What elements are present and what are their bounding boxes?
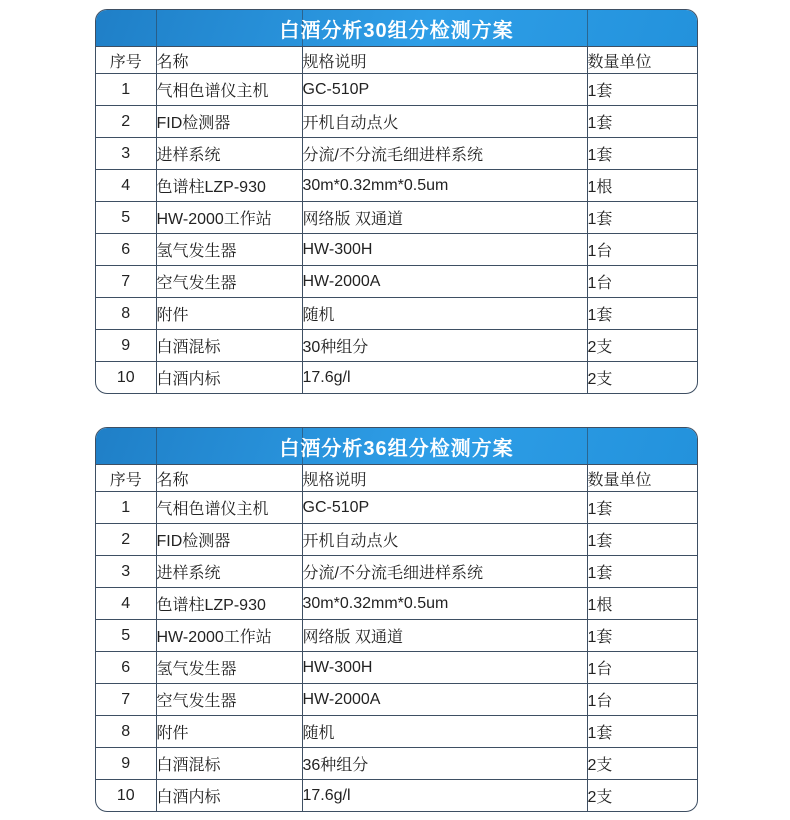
cell-spec: GC-510P bbox=[302, 492, 587, 524]
cell-qty: 2支 bbox=[587, 362, 697, 394]
cell-spec: 开机自动点火 bbox=[302, 106, 587, 138]
cell-spec: HW-300H bbox=[302, 652, 587, 684]
cell-index: 1 bbox=[96, 74, 156, 106]
column-header-qty: 数量单位 bbox=[587, 465, 697, 492]
column-header-qty: 数量单位 bbox=[587, 47, 697, 74]
table-row bbox=[96, 138, 697, 170]
cell-name: FID检测器 bbox=[156, 106, 302, 138]
cell-spec: 随机 bbox=[302, 298, 587, 330]
cell-name: 色谱柱LZP-930 bbox=[156, 170, 302, 202]
cell-qty: 1根 bbox=[587, 170, 697, 202]
cell-spec: 网络版 双通道 bbox=[302, 620, 587, 652]
table-row bbox=[96, 202, 697, 234]
cell-qty: 1套 bbox=[587, 74, 697, 106]
table-row bbox=[96, 588, 697, 620]
plan-table-30 bbox=[95, 9, 698, 394]
table-row bbox=[96, 748, 697, 780]
cell-spec: GC-510P bbox=[302, 74, 587, 106]
header-row bbox=[96, 47, 697, 74]
cell-qty: 1台 bbox=[587, 684, 697, 716]
cell-name: HW-2000工作站 bbox=[156, 202, 302, 234]
table-row bbox=[96, 74, 697, 106]
column-header-index: 序号 bbox=[109, 53, 142, 71]
column-header-name: 名称 bbox=[156, 47, 302, 74]
header-row bbox=[96, 465, 697, 492]
cell-qty: 1套 bbox=[587, 138, 697, 170]
cell-name: FID检测器 bbox=[156, 524, 302, 556]
cell-spec: 开机自动点火 bbox=[302, 524, 587, 556]
cell-name: 色谱柱LZP-930 bbox=[156, 588, 302, 620]
cell-name: 白酒内标 bbox=[156, 362, 302, 394]
spec-table bbox=[96, 465, 697, 811]
cell-name: 空气发生器 bbox=[156, 266, 302, 298]
cell-qty: 1根 bbox=[587, 588, 697, 620]
cell-qty: 1套 bbox=[587, 620, 697, 652]
column-header-spec: 规格说明 bbox=[302, 47, 587, 74]
table-row bbox=[96, 234, 697, 266]
cell-spec: 30种组分 bbox=[302, 330, 587, 362]
table-row bbox=[96, 298, 697, 330]
plan-table-36 bbox=[95, 427, 698, 812]
cell-spec: 17.6g/l bbox=[302, 780, 587, 812]
cell-index: 3 bbox=[96, 138, 156, 170]
cell-qty: 1套 bbox=[587, 106, 697, 138]
table-row bbox=[96, 330, 697, 362]
cell-qty: 1套 bbox=[587, 716, 697, 748]
cell-spec: 随机 bbox=[302, 716, 587, 748]
cell-index: 4 bbox=[96, 588, 156, 620]
cell-index: 9 bbox=[96, 330, 156, 362]
cell-spec: 网络版 双通道 bbox=[302, 202, 587, 234]
cell-name: 氢气发生器 bbox=[156, 234, 302, 266]
cell-name: 气相色谱仪主机 bbox=[156, 74, 302, 106]
cell-qty: 1套 bbox=[587, 298, 697, 330]
cell-qty: 1套 bbox=[587, 202, 697, 234]
table-row bbox=[96, 524, 697, 556]
cell-index: 5 bbox=[96, 202, 156, 234]
cell-qty: 1台 bbox=[587, 234, 697, 266]
column-header-name: 名称 bbox=[156, 465, 302, 492]
table-row bbox=[96, 716, 697, 748]
cell-index: 1 bbox=[96, 492, 156, 524]
cell-index: 8 bbox=[96, 716, 156, 748]
cell-index: 10 bbox=[96, 780, 156, 812]
cell-name: 氢气发生器 bbox=[156, 652, 302, 684]
cell-name: 附件 bbox=[156, 716, 302, 748]
cell-name: HW-2000工作站 bbox=[156, 620, 302, 652]
table-row bbox=[96, 652, 697, 684]
table-row bbox=[96, 362, 697, 394]
cell-qty: 1套 bbox=[587, 524, 697, 556]
cell-qty: 1套 bbox=[587, 492, 697, 524]
table-row bbox=[96, 556, 697, 588]
cell-index: 6 bbox=[96, 234, 156, 266]
cell-spec: HW-2000A bbox=[302, 684, 587, 716]
column-header-spec: 规格说明 bbox=[302, 465, 587, 492]
cell-qty: 1台 bbox=[587, 652, 697, 684]
table-row bbox=[96, 170, 697, 202]
table-row bbox=[96, 266, 697, 298]
cell-index: 3 bbox=[96, 556, 156, 588]
cell-index: 4 bbox=[96, 170, 156, 202]
cell-qty: 1套 bbox=[587, 556, 697, 588]
cell-name: 进样系统 bbox=[156, 556, 302, 588]
cell-spec: 30m*0.32mm*0.5um bbox=[302, 170, 587, 202]
cell-index: 6 bbox=[96, 652, 156, 684]
column-divider bbox=[156, 428, 157, 464]
table-title: 白酒分析30组分检测方案 bbox=[279, 19, 514, 42]
column-divider bbox=[587, 428, 588, 464]
cell-name: 白酒混标 bbox=[156, 330, 302, 362]
cell-spec: HW-300H bbox=[302, 234, 587, 266]
cell-spec: HW-2000A bbox=[302, 266, 587, 298]
cell-spec: 30m*0.32mm*0.5um bbox=[302, 588, 587, 620]
cell-spec: 17.6g/l bbox=[302, 362, 587, 394]
cell-index: 2 bbox=[96, 524, 156, 556]
cell-qty: 2支 bbox=[587, 780, 697, 812]
table-title: 白酒分析36组分检测方案 bbox=[279, 437, 514, 460]
cell-name: 进样系统 bbox=[156, 138, 302, 170]
column-header-index: 序号 bbox=[109, 471, 142, 489]
table-row bbox=[96, 620, 697, 652]
cell-index: 7 bbox=[96, 684, 156, 716]
table-row bbox=[96, 684, 697, 716]
cell-name: 空气发生器 bbox=[156, 684, 302, 716]
cell-name: 气相色谱仪主机 bbox=[156, 492, 302, 524]
column-divider bbox=[156, 10, 157, 46]
table-title-bar bbox=[96, 10, 697, 47]
cell-index: 2 bbox=[96, 106, 156, 138]
cell-index: 10 bbox=[96, 362, 156, 394]
cell-index: 8 bbox=[96, 298, 156, 330]
cell-name: 白酒内标 bbox=[156, 780, 302, 812]
cell-index: 5 bbox=[96, 620, 156, 652]
cell-qty: 2支 bbox=[587, 330, 697, 362]
cell-spec: 36种组分 bbox=[302, 748, 587, 780]
cell-index: 9 bbox=[96, 748, 156, 780]
cell-qty: 2支 bbox=[587, 748, 697, 780]
cell-qty: 1台 bbox=[587, 266, 697, 298]
table-row bbox=[96, 106, 697, 138]
table-title-bar bbox=[96, 428, 697, 465]
cell-name: 附件 bbox=[156, 298, 302, 330]
spec-table bbox=[96, 47, 697, 393]
column-divider bbox=[587, 10, 588, 46]
cell-index: 7 bbox=[96, 266, 156, 298]
table-row bbox=[96, 780, 697, 812]
cell-name: 白酒混标 bbox=[156, 748, 302, 780]
cell-spec: 分流/不分流毛细进样系统 bbox=[302, 138, 587, 170]
cell-spec: 分流/不分流毛细进样系统 bbox=[302, 556, 587, 588]
table-row bbox=[96, 492, 697, 524]
